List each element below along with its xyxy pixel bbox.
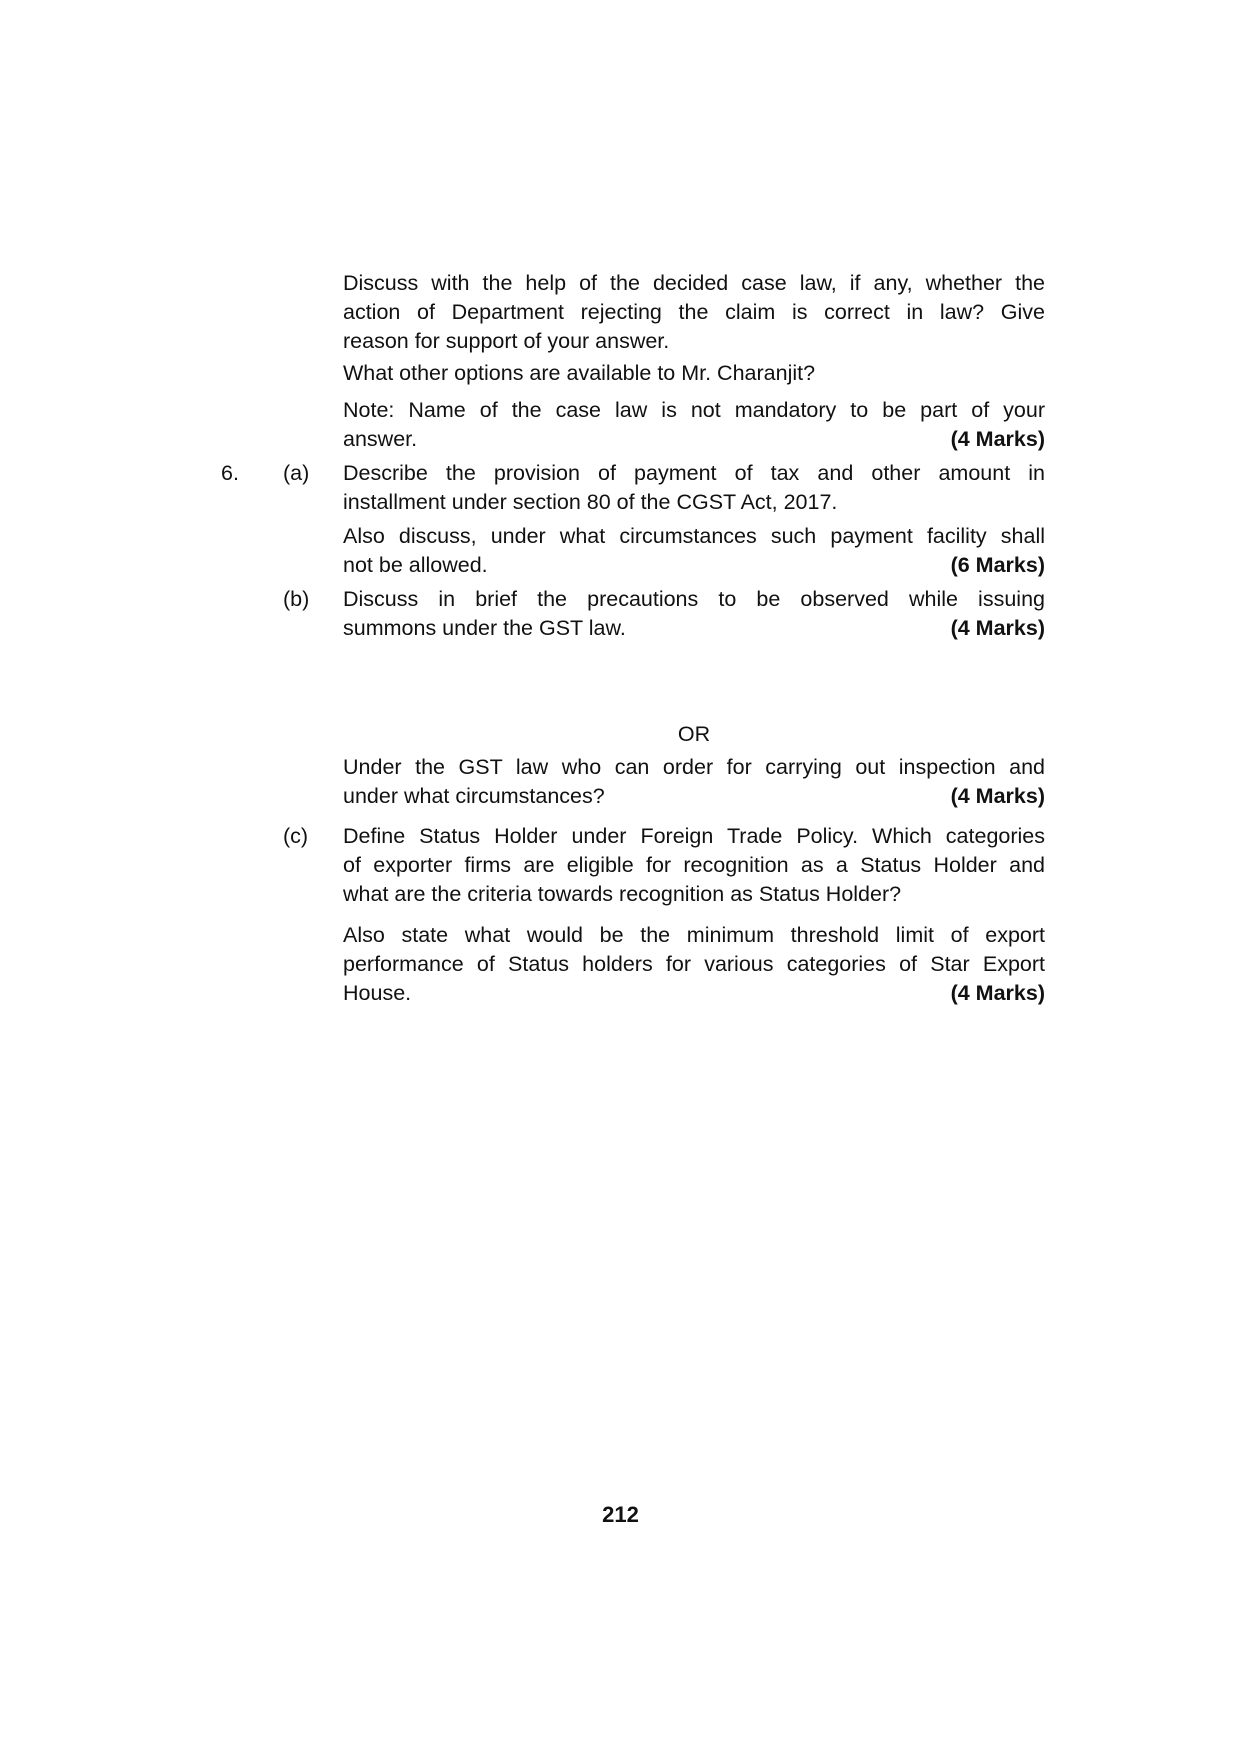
marks-label: (4 Marks): [950, 616, 1045, 640]
text-line: Discuss in brief the precautions to be observed while issuing: [343, 587, 1045, 611]
page-number: 212: [602, 1502, 639, 1527]
text-line: performance of Status holders for various categories of Star Export: [343, 952, 1045, 976]
or-separator: OR: [677, 722, 711, 746]
text-line: of exporter firms are eligible for recognition as a Status Holder and: [343, 853, 1045, 877]
question-6b-text: [343, 585, 1045, 643]
text-line: not be allowed.: [343, 553, 488, 577]
text-line: Note: Name of the case law is not mandatory to be part of your: [343, 398, 1045, 422]
question-6a-followup: [343, 522, 1045, 580]
question-6a-text: [343, 459, 1045, 517]
text-line: reason for support of your answer.: [343, 329, 670, 353]
marks-label: (4 Marks): [950, 427, 1045, 451]
question-6c-text: [343, 822, 1045, 909]
text-line: House.: [343, 981, 412, 1005]
text-line: Also discuss, under what circumstances such payment facility shall: [343, 524, 1045, 548]
question-number: 6.: [221, 461, 239, 485]
question-6c-followup: [343, 921, 1045, 1008]
text-line: Discuss with the help of the decided case law, if any, whether the: [343, 271, 1045, 295]
text-line: Also state what would be the minimum threshold limit of export: [343, 923, 1045, 947]
text-line: What other options are available to Mr. Charanjit?: [343, 361, 816, 385]
marks-label: (4 Marks): [950, 981, 1045, 1005]
question-5-options: [343, 359, 1045, 388]
text-line: what are the criteria towards recognition as Status Holder?: [343, 882, 902, 906]
text-line: installment under section 80 of the CGST Act, 2017.: [343, 490, 838, 514]
marks-label: (4 Marks): [950, 784, 1045, 808]
question-5-note: [343, 396, 1045, 454]
text-line: Under the GST law who can order for carrying out inspection and: [343, 755, 1045, 779]
question-5-discussion: [343, 269, 1045, 356]
text-line: under what circumstances?: [343, 784, 605, 808]
subquestion-label-a: (a): [283, 461, 310, 485]
subquestion-label-b: (b): [283, 587, 310, 611]
text-line: Describe the provision of payment of tax and other amount in: [343, 461, 1045, 485]
text-line: answer.: [343, 427, 418, 451]
question-6b-alternative: [343, 753, 1045, 811]
text-line: action of Department rejecting the claim is correct in law? Give: [343, 300, 1045, 324]
text-line: Define Status Holder under Foreign Trade Policy. Which categories: [343, 824, 1045, 848]
subquestion-label-c: (c): [283, 824, 309, 848]
marks-label: (6 Marks): [950, 553, 1045, 577]
text-line: summons under the GST law.: [343, 616, 626, 640]
